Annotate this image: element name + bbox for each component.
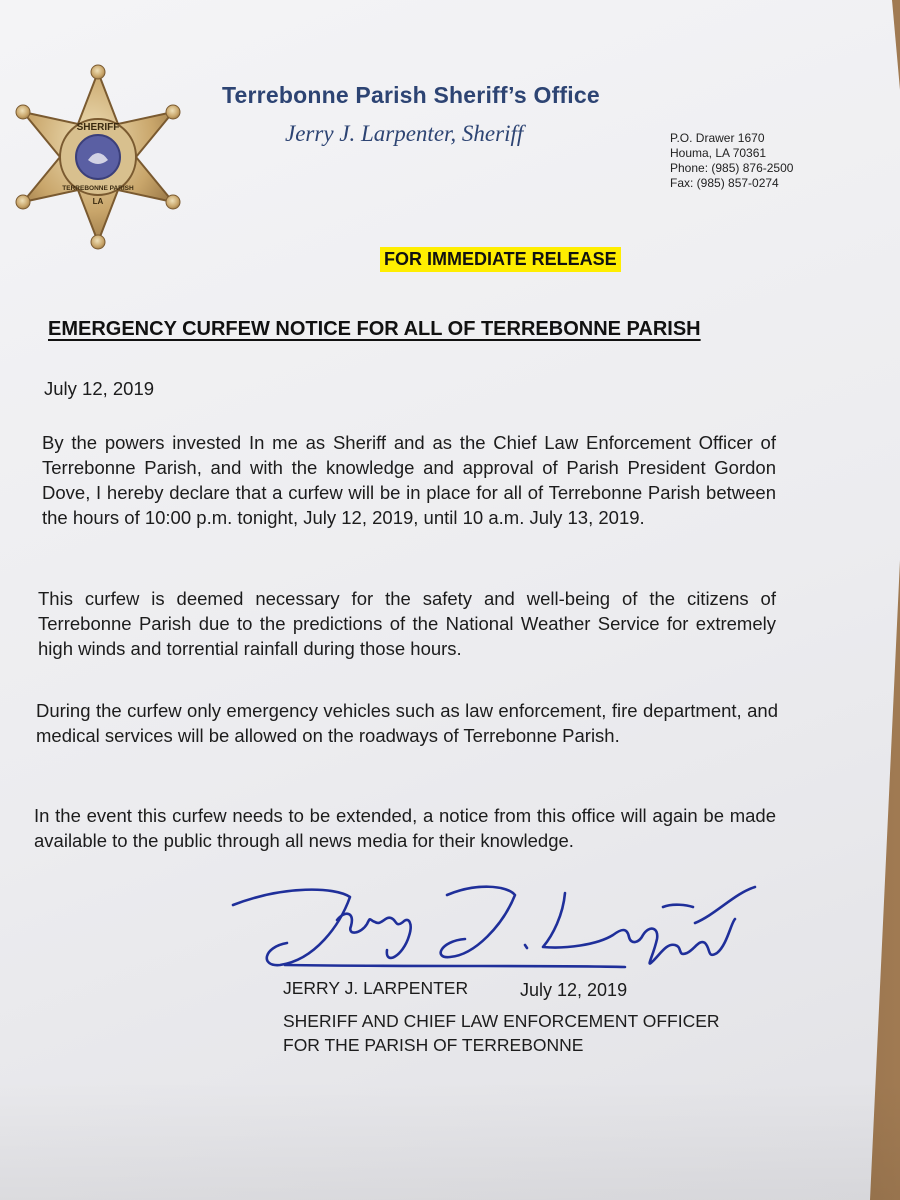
handwritten-signature: [225, 865, 775, 985]
paragraph-declaration: By the powers invested In me as Sheriff and as the Chief Law Enforcement Officer of Terrebonne Parish, and with the knowledge and approval of Parish President Gordon Dove, I hereby declare that a curfew will be in place for all of Terrebonne Parish between the hours of 10:00 p.m. tonight, July 12, 2019, until 10 a.m. July 13, 2019.: [42, 432, 776, 528]
signatory-title-line1: SHERIFF AND CHIEF LAW ENFORCEMENT OFFICER: [283, 1011, 720, 1031]
paragraph-restrictions: During the curfew only emergency vehicles such as law enforcement, fire department, and medical services will be allowed on the roadways of Terrebonne Parish.: [36, 700, 778, 746]
contact-city-line: Houma, LA 70361: [670, 146, 767, 160]
badge-state-text: LA: [92, 197, 104, 206]
paragraph-reason: This curfew is deemed necessary for the safety and well-being of the citizens of Terrebonne Parish due to the predictions of the National Weather Service for extremely high winds and torrential rainfall during those hours.: [38, 588, 776, 659]
signatory-name: JERRY J. LARPENTER: [283, 978, 469, 998]
notice-headline: EMERGENCY CURFEW NOTICE FOR ALL OF TERREBONNE PARISH: [48, 318, 701, 340]
page-shadow: [0, 1080, 900, 1200]
signatory-title-line2: FOR THE PARISH OF TERREBONNE: [283, 1035, 584, 1055]
contact-fax: Fax: (985) 857-0274: [670, 176, 779, 190]
contact-address-line: P.O. Drawer 1670: [670, 131, 765, 145]
sheriff-name: Jerry J. Larpenter, Sheriff: [285, 121, 524, 146]
paragraph-extension: In the event this curfew needs to be extended, a notice from this office will again be made available to the public through all news media for their knowledge.: [34, 805, 776, 851]
badge-top-text: SHERIFF: [76, 122, 120, 133]
release-label: FOR IMMEDIATE RELEASE: [380, 247, 621, 272]
office-title: Terrebonne Parish Sheriff’s Office: [222, 82, 600, 108]
contact-phone: Phone: (985) 876-2500: [670, 161, 794, 175]
contact-block: [670, 131, 793, 191]
notice-date: July 12, 2019: [44, 378, 155, 399]
sheriff-badge-icon: [8, 62, 183, 252]
badge-bottom-text: TERREBONNE PARISH: [62, 185, 134, 192]
signature-date: July 12, 2019: [520, 980, 628, 1000]
